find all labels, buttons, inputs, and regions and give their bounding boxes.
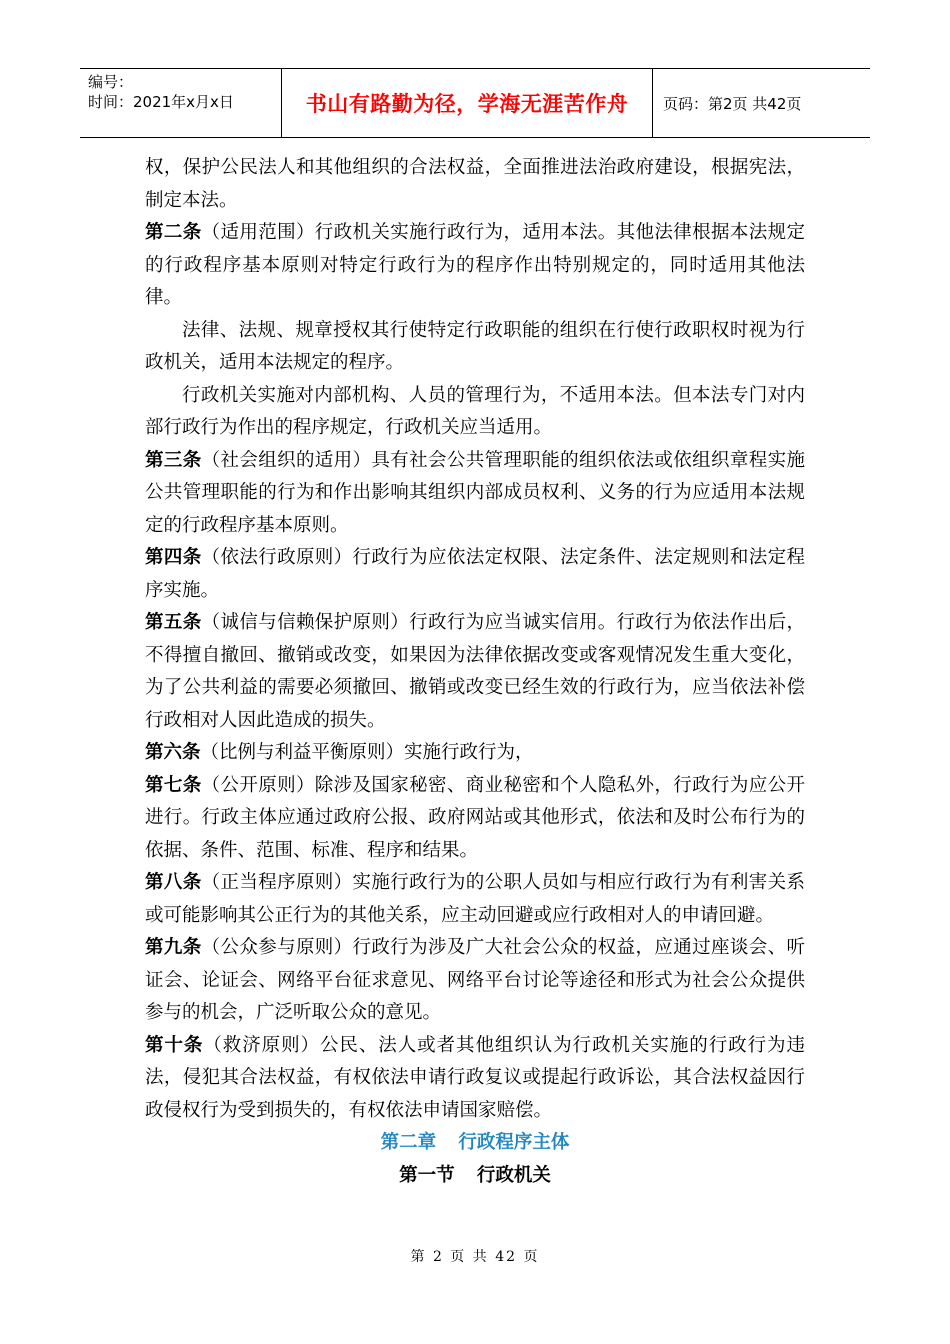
article-label: 第四条: [145, 547, 202, 568]
paragraph-text: 法律、法规、规章授权其行使特定行政职能的组织在行使行政职权时视为行政机关，适用本法规定的程序。: [145, 319, 805, 373]
article-paragraph: [145, 607, 805, 737]
article-paragraph: [145, 445, 805, 543]
article-label: 第五条: [145, 612, 202, 633]
section-title: 行政机关: [476, 1164, 551, 1186]
article-paragraph: [145, 1030, 805, 1128]
article-paragraph: [145, 542, 805, 607]
article-paragraph: [145, 217, 805, 315]
article-label: 第八条: [145, 872, 202, 893]
article-text: （社会组织的适用）具有社会公共管理职能的组织依法或依组织章程实施公共管理职能的行为和作出影响其组织内部成员权利、义务的行为应适用本法规定的行政程序基本原则。: [145, 449, 805, 536]
page-footer: 第 2 页 共 42 页: [410, 1249, 540, 1265]
section-number: 第一节: [399, 1164, 455, 1186]
article-paragraph: [145, 737, 805, 770]
chapter-number: 第二章: [380, 1132, 437, 1153]
article-text: （适用范围）行政机关实施行政行为，适用本法。其他法律根据本法规定的行政程序基本原则对特定行政行为的程序作出特别规定的，同时适用其他法律。: [145, 222, 805, 308]
article-label: 第二条: [145, 222, 202, 243]
indented-paragraph: [145, 315, 805, 380]
article-text: （公众参与原则）行政行为涉及广大社会公众的权益，应通过座谈会、听证会、论证会、网络平台征求意见、网络平台讨论等途径和形式为社会公众提供参与的机会，广泛听取公众的意见。: [145, 937, 805, 1023]
document-date: 时间：2021年x月x日: [88, 93, 234, 111]
chapter-title: 行政程序主体: [458, 1132, 570, 1153]
header-meta: [80, 69, 282, 137]
paragraph-continuation: [145, 152, 805, 217]
chapter-heading: [145, 1127, 805, 1160]
article-label: 第九条: [145, 937, 202, 958]
article-label: 第七条: [145, 774, 202, 796]
page-header: [80, 68, 870, 138]
article-paragraph: [145, 867, 805, 932]
article-text: （公开原则）除涉及国家秘密、商业秘密和个人隐私外，行政行为应公开进行。行政主体应通过政府公报、政府网站或其他形式，依法和及时公布行为的依据、条件、范围、标准、程序和结果。: [145, 774, 805, 861]
article-text: （比例与利益平衡原则）实施行政行为，: [200, 742, 534, 763]
indented-paragraph: [145, 380, 805, 445]
header-page-info: 页码：第2页 共42页: [663, 94, 802, 113]
paragraph-text: 权，保护公民法人和其他组织的合法权益，全面推进法治政府建设，根据宪法，制定本法。: [145, 157, 805, 211]
paragraph-text: 行政机关实施对内部机构、人员的管理行为，不适用本法。但本法专门对内部行政行为作出的程序规定，行政机关应当适用。: [145, 384, 805, 438]
article-label: 第三条: [145, 449, 202, 471]
section-heading: [145, 1160, 805, 1193]
document-body: [145, 152, 805, 1192]
article-label: 第十条: [145, 1034, 204, 1056]
article-paragraph: [145, 932, 805, 1030]
article-text: （正当程序原则）实施行政行为的公职人员如与相应行政行为有利害关系或可能影响其公正行为的其他关系，应主动回避或应行政相对人的申请回避。: [145, 872, 805, 926]
article-label: 第六条: [145, 742, 201, 763]
article-paragraph: [145, 770, 805, 868]
article-text: （依法行政原则）行政行为应依法定权限、法定条件、法定规则和法定程序实施。: [145, 547, 805, 601]
article-text: （救济原则）公民、法人或者其他组织认为行政机关实施的行政行为违法，侵犯其合法权益，有权依法申请行政复议或提起行政诉讼，其合法权益因行政侵权行为受到损失的，有权依法申请国家赔偿。: [145, 1034, 805, 1121]
article-text: （诚信与信赖保护原则）行政行为应当诚实信用。行政行为依法作出后，不得擅自撤回、撤销或改变，如果因为法律依据改变或客观情况发生重大变化，为了公共利益的需要必须撤回、撤销或改变已经生效的行政行为，应当依法补偿行政相对人因此造成的损失。: [145, 612, 805, 731]
document-number-label: 编号：: [88, 73, 134, 91]
header-motto: 书山有路勤为径，学海无涯苦作舟: [282, 69, 653, 137]
